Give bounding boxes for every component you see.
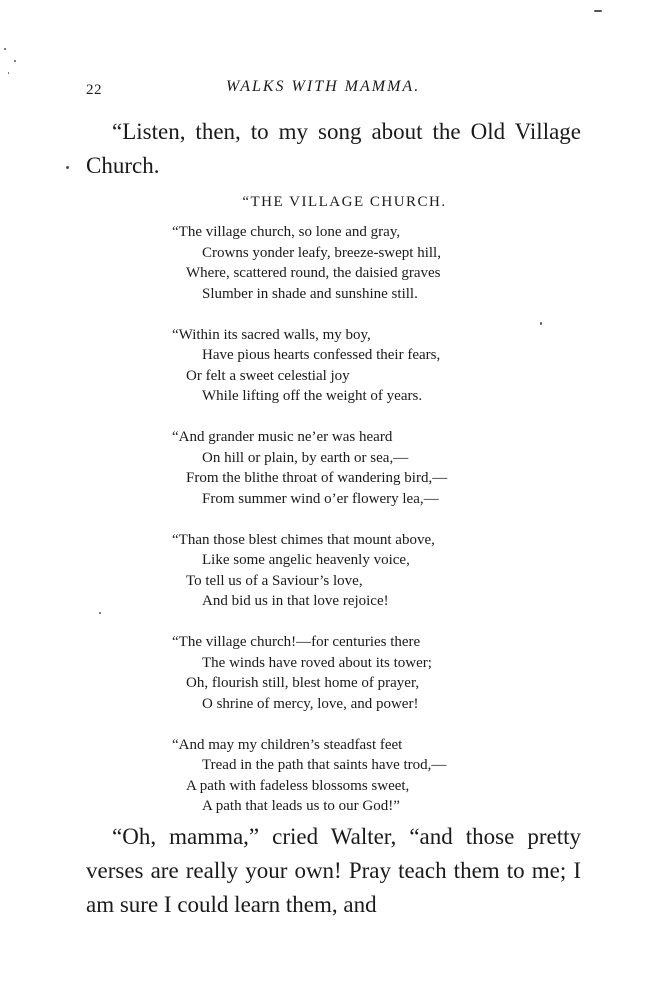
page-number: 22	[86, 82, 102, 98]
poem-line: Oh, flourish still, blest home of prayer,	[186, 675, 420, 691]
poem-line: “And grander music ne’er was heard	[172, 429, 393, 445]
poem-line: Where, scattered round, the daisied graves	[186, 265, 441, 281]
poem-line: The winds have roved about its tower;	[202, 654, 432, 671]
poem-line: On hill or plain, by earth or sea,—	[202, 449, 409, 466]
poem-line: Like some angelic heavenly voice,	[202, 552, 410, 568]
poem-line: A path that leads us to our God!”	[202, 798, 400, 814]
intro-paragraph: “Listen, then, to my song about the Old Village Church.	[86, 119, 581, 178]
speck	[14, 60, 16, 62]
poem-stanza-2	[172, 325, 532, 407]
poem-title: “THE VILLAGE CHURCH.	[242, 194, 447, 210]
poem-stanza-6	[172, 735, 532, 817]
poem-line: “The village church, so lone and gray,	[172, 224, 401, 240]
speck	[66, 166, 69, 169]
poem-line: While lifting off the weight of years.	[202, 388, 423, 404]
closing-paragraph: “Oh, mamma,” cried Walter, “and those pretty verses are really your own! Pray teach them to me; I am sure I could learn them, and	[86, 824, 581, 917]
poem-line: Tread in the path that saints have trod,—	[202, 757, 447, 773]
speck	[8, 72, 9, 74]
poem-line: “The village church!—for centuries there	[172, 634, 421, 650]
poem-line: To tell us of a Saviour’s love,	[186, 572, 363, 589]
poem-line: O shrine of mercy, love, and power!	[202, 695, 419, 712]
poem-stanza-3	[172, 427, 532, 509]
poem-line: From the blithe throat of wandering bird,—	[186, 470, 448, 486]
running-title: WALKS WITH MAMMA.	[226, 78, 421, 95]
speck	[594, 10, 602, 12]
poem-stanza-5	[172, 632, 532, 714]
poem-line: “And may my children’s steadfast feet	[172, 736, 403, 753]
speck	[99, 612, 101, 614]
poem-stanza-1	[172, 222, 532, 304]
speck	[540, 322, 542, 325]
poem-line: Slumber in shade and sunshine still.	[202, 285, 418, 302]
poem-line: A path with fadeless blossoms sweet,	[186, 777, 410, 794]
poem-line: Or felt a sweet celestial joy	[186, 367, 350, 384]
poem-stanza-4	[172, 530, 532, 612]
poem-line: From summer wind o’er flowery lea,—	[202, 490, 439, 507]
poem-line: “Than those blest chimes that mount above,	[172, 531, 435, 548]
poem-line: Crowns yonder leafy, breeze-swept hill,	[202, 244, 441, 261]
speck	[4, 48, 6, 50]
poem-line: Have pious hearts confessed their fears,	[202, 347, 441, 363]
poem-line: And bid us in that love rejoice!	[202, 593, 389, 609]
poem	[172, 222, 532, 837]
poem-line: “Within its sacred walls, my boy,	[172, 326, 371, 343]
page-header	[86, 78, 586, 102]
